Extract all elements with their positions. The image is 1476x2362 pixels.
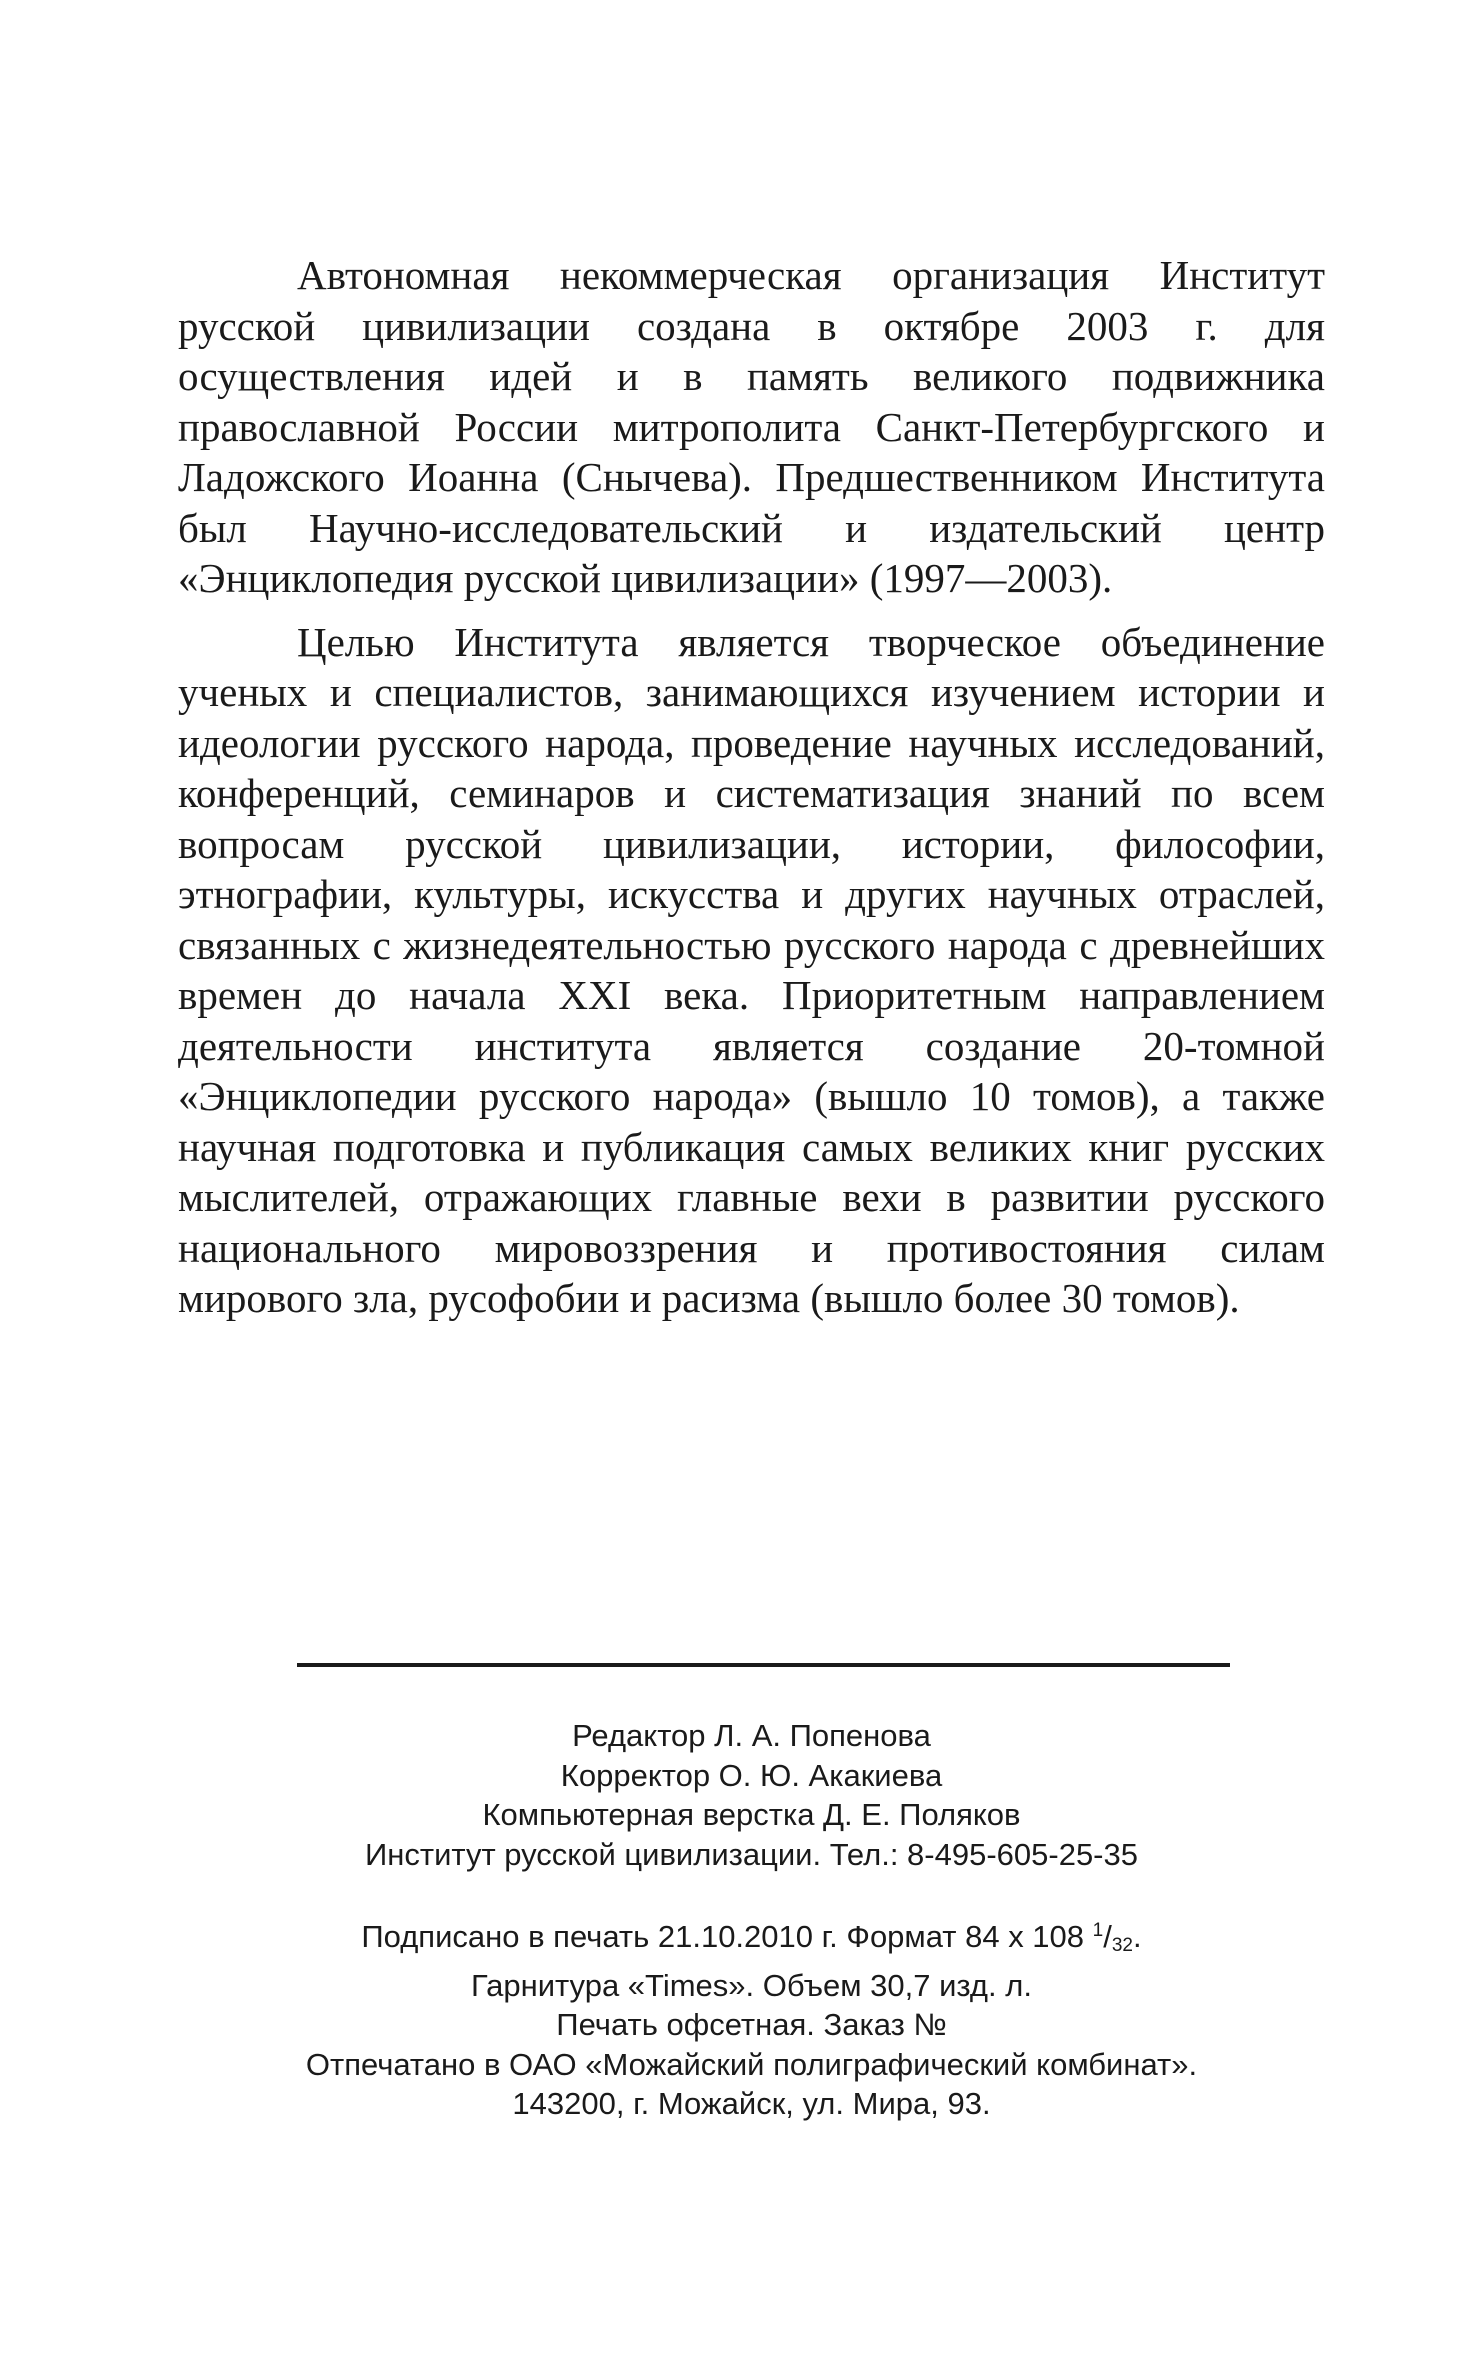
paragraph-institute-goals: Целью Института является творческое объединение ученых и специалистов, занимающихся изучением истории и идеологии русского народа, проведение научных исследований, конференций, семинаров и систематизация знаний по всем вопросам русской цивилизации, истории, философии, этнографии, культуры, искусства и других научных отраслей, связанных с жизнедеятельностью русского народа с древнейших времен до начала XXI века. Приоритетным направлением деятельности института является создание 20-томной «Энциклопедии русского народа» (вышло 10 томов), а также научная подготовка и публикация самых великих книг русских мыслителей, отражающих главные вехи в развитии русского национального мировоззрения и противостояния силам мирового зла, русофобии и расизма (вышло более 30 томов). — [178, 618, 1325, 1321]
divider-line — [297, 1663, 1230, 1667]
signed-format-end: . — [1133, 1919, 1142, 1954]
format-fraction-numerator: 1 — [1092, 1920, 1104, 1941]
institute-phone-line: Институт русской цивилизации. Тел.: 8-495-605-25-35 — [364, 1836, 1138, 1872]
printing-order-line: Печать офсетная. Заказ № — [556, 2007, 947, 2042]
signed-format-text: Подписано в печать 21.10.2010 г. Формат 84 х 108 — [361, 1919, 1093, 1954]
credits-block — [178, 1716, 1325, 1874]
print-info-block — [178, 1911, 1325, 2124]
printed-at-line: Отпечатано в ОАО «Можайский полиграфический комбинат». — [305, 2046, 1198, 2082]
paragraph-about-institute: Автономная некоммерческая организация Институт русской цивилизации создана в октябре 2003 г. для осуществления идей и в память великого подвижника православной России митрополита Санкт-Петербургского и Ладожского Иоанна (Снычева). Предшественником Института был Научно-исследовательский и издательский центр «Энциклопедия русской цивилизации» (1997—2003). — [178, 252, 1325, 601]
typeface-volume-line: Гарнитура «Times». Объем 30,7 изд. л. — [471, 1967, 1032, 2003]
format-fraction — [1093, 1919, 1133, 1954]
layout-line: Компьютерная верстка Д. Е. Поляков — [482, 1797, 1021, 1832]
address-line: 143200, г. Можайск, ул. Мира, 93. — [512, 2086, 991, 2121]
format-fraction-separator: / — [1103, 1919, 1112, 1954]
main-text — [178, 250, 1325, 1324]
format-fraction-denominator: 32 — [1111, 1935, 1133, 1956]
proofreader-line: Корректор О. Ю. Акакиева — [560, 1757, 943, 1793]
editor-line: Редактор Л. А. Попенова — [572, 1718, 931, 1753]
signed-format-line — [178, 1911, 1325, 1966]
